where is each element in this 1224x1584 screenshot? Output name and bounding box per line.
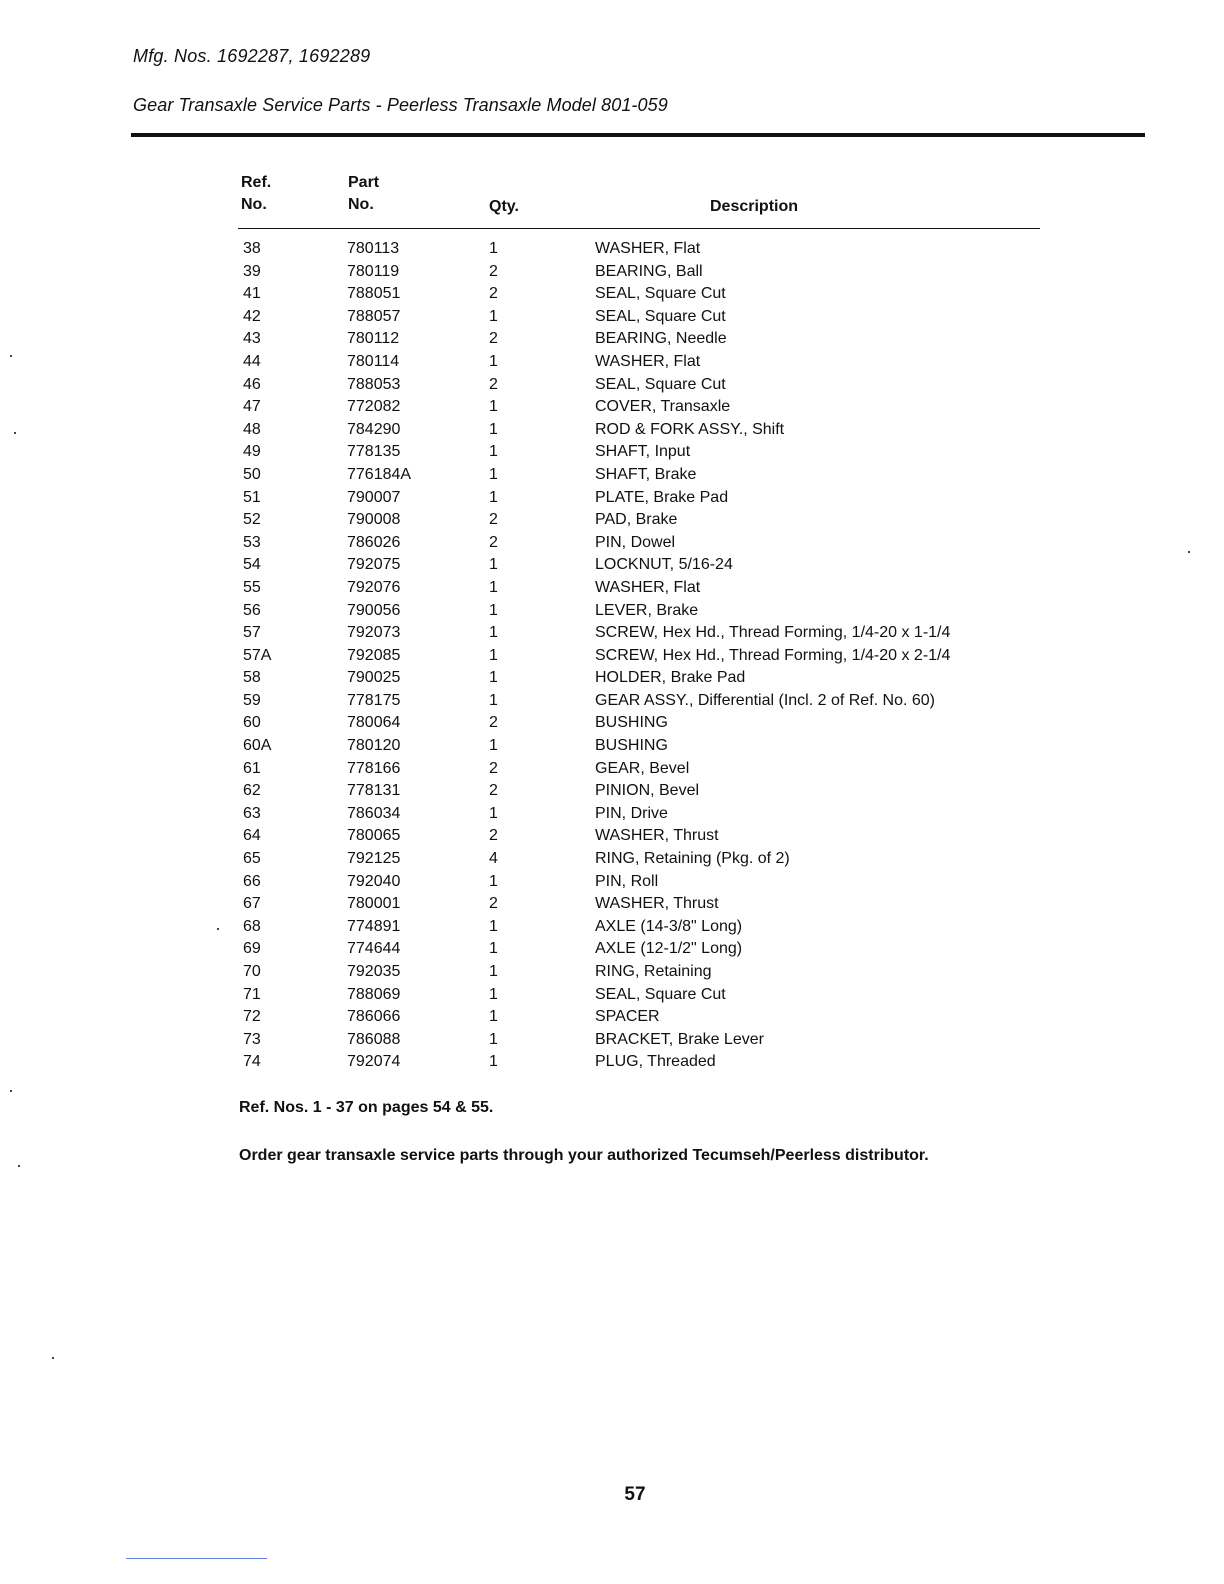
qty-cell: 1 [489, 465, 498, 483]
table-row [0, 532, 1224, 555]
qty-cell: 2 [489, 895, 498, 913]
description-cell: GEAR ASSY., Differential (Incl. 2 of Ref. No. 60) [595, 691, 936, 709]
qty-cell: 1 [489, 624, 498, 642]
table-row [0, 1029, 1224, 1052]
table-row [0, 645, 1224, 668]
part-no-cell: 790056 [347, 601, 401, 619]
ref-no-cell: 56 [243, 601, 261, 619]
part-no-cell: 790007 [347, 488, 401, 506]
part-no-cell: 788051 [347, 285, 401, 303]
part-no-cell: 778135 [347, 443, 401, 461]
ref-no-cell: 47 [243, 398, 261, 416]
part-no-cell: 788057 [347, 307, 401, 325]
part-no-cell: 792035 [347, 963, 401, 980]
table-header-rule [238, 228, 1040, 229]
description-cell: SPACER [595, 1008, 660, 1026]
part-no-cell: 790025 [347, 669, 401, 687]
part-no-cell: 778166 [347, 759, 401, 777]
ref-no-cell: 63 [243, 804, 261, 822]
scan-speck [10, 355, 12, 357]
description-cell: PINION, Bevel [595, 782, 700, 800]
description-cell: WASHER, Flat [595, 578, 701, 596]
qty-cell: 4 [489, 850, 498, 868]
description-cell: PLUG, Threaded [595, 1053, 716, 1071]
description-cell: ROD & FORK ASSY., Shift [595, 420, 785, 438]
ref-no-cell: 62 [243, 782, 261, 800]
table-row [0, 238, 1224, 261]
qty-cell: 1 [489, 691, 498, 709]
qty-cell: 2 [489, 782, 498, 800]
part-no-cell: 788069 [347, 985, 401, 1003]
ref-no-cell: 61 [243, 759, 261, 777]
table-row [0, 1006, 1224, 1029]
part-no-cell: 792040 [347, 872, 401, 890]
part-no-cell: 780114 [347, 352, 400, 370]
ref-no-cell: 49 [243, 443, 261, 461]
table-row [0, 261, 1224, 284]
description-cell: PIN, Roll [595, 872, 659, 890]
description-cell: PIN, Dowel [595, 533, 676, 551]
part-no-cell: 774891 [347, 917, 401, 935]
description-cell: BUSHING [595, 714, 668, 732]
scan-speck [1188, 551, 1190, 553]
ref-no-cell: 69 [243, 940, 261, 958]
qty-cell: 1 [489, 963, 498, 980]
part-no-cell: 780112 [347, 330, 400, 348]
table-row [0, 758, 1224, 781]
qty-cell: 2 [489, 511, 498, 529]
part-no-cell: 778175 [347, 691, 401, 709]
part-no-cell: 778131 [347, 782, 401, 800]
ref-no-cell: 68 [243, 917, 261, 935]
ref-no-cell: 60 [243, 714, 261, 732]
description-cell: WASHER, Flat [595, 240, 701, 257]
description-cell: SEAL, Square Cut [595, 375, 726, 393]
part-no-cell: 780001 [347, 895, 401, 913]
description-cell: SCREW, Hex Hd., Thread Forming, 1/4-20 x 2-1/4 [595, 646, 951, 664]
table-row [0, 712, 1224, 735]
scan-speck [10, 1090, 12, 1092]
table-row [0, 328, 1224, 351]
ref-no-cell: 46 [243, 375, 261, 393]
qty-cell: 1 [489, 443, 498, 461]
ref-no-cell: 70 [243, 963, 261, 980]
table-row [0, 735, 1224, 758]
qty-cell: 1 [489, 488, 498, 506]
ref-no-cell: 57A [243, 646, 272, 664]
qty-cell: 1 [489, 578, 498, 596]
part-no-cell: 776184A [347, 465, 412, 483]
description-cell: LOCKNUT, 5/16-24 [595, 556, 733, 574]
header-rule [131, 133, 1145, 137]
ref-no-cell: 66 [243, 872, 261, 890]
ref-no-cell: 50 [243, 465, 261, 483]
column-header-ref-line1: Ref. [241, 174, 272, 191]
table-row [0, 984, 1224, 1007]
ref-nos-note: Ref. Nos. 1 - 37 on pages 54 & 55. [239, 1099, 494, 1116]
table-row [0, 1051, 1224, 1074]
table-row [0, 780, 1224, 803]
part-no-cell: 792085 [347, 646, 401, 664]
part-no-cell: 786026 [347, 533, 401, 551]
table-row [0, 600, 1224, 623]
ref-no-cell: 38 [243, 240, 261, 257]
ref-no-cell: 44 [243, 352, 261, 370]
description-cell: WASHER, Flat [595, 352, 701, 370]
table-row [0, 509, 1224, 532]
description-cell: SEAL, Square Cut [595, 285, 726, 303]
qty-cell: 1 [489, 307, 498, 325]
scan-speck [52, 1357, 54, 1359]
qty-cell: 1 [489, 352, 498, 370]
ref-no-cell: 73 [243, 1030, 261, 1048]
ref-no-cell: 39 [243, 262, 261, 280]
qty-cell: 1 [489, 1030, 498, 1048]
table-row [0, 848, 1224, 871]
part-no-cell: 786034 [347, 804, 401, 822]
table-row [0, 961, 1224, 984]
part-no-cell: 780113 [347, 240, 400, 257]
qty-cell: 1 [489, 646, 498, 664]
description-cell: RING, Retaining [595, 963, 712, 980]
ref-no-cell: 72 [243, 1008, 261, 1026]
table-row [0, 825, 1224, 848]
qty-cell: 1 [489, 420, 498, 438]
qty-cell: 2 [489, 827, 498, 845]
description-cell: AXLE (12-1/2" Long) [595, 940, 743, 958]
part-no-cell: 792074 [347, 1053, 401, 1071]
description-cell: BEARING, Ball [595, 262, 703, 280]
description-cell: SHAFT, Input [595, 443, 691, 461]
part-no-cell: 786088 [347, 1030, 401, 1048]
qty-cell: 1 [489, 737, 498, 755]
column-header-part [348, 172, 379, 216]
qty-cell: 2 [489, 533, 498, 551]
qty-cell: 1 [489, 917, 498, 935]
table-row [0, 441, 1224, 464]
ref-no-cell: 41 [243, 285, 261, 303]
description-cell: BUSHING [595, 737, 668, 755]
qty-cell: 1 [489, 669, 498, 687]
scan-artifact-line [126, 1558, 267, 1559]
ref-no-cell: 42 [243, 307, 261, 325]
order-note: Order gear transaxle service parts through your authorized Tecumseh/Peerless distributor. [239, 1147, 929, 1164]
ref-no-cell: 64 [243, 827, 261, 845]
table-row [0, 554, 1224, 577]
qty-cell: 2 [489, 330, 498, 348]
ref-no-cell: 58 [243, 669, 261, 687]
table-row [0, 374, 1224, 397]
parts-table-body [0, 238, 1224, 1074]
ref-no-cell: 51 [243, 488, 261, 506]
ref-no-cell: 52 [243, 511, 261, 529]
description-cell: SEAL, Square Cut [595, 985, 726, 1003]
qty-cell: 1 [489, 985, 498, 1003]
ref-no-cell: 54 [243, 556, 261, 574]
description-cell: SCREW, Hex Hd., Thread Forming, 1/4-20 x 1-1/4 [595, 624, 951, 642]
ref-no-cell: 74 [243, 1053, 261, 1071]
scan-speck [18, 1165, 20, 1167]
qty-cell: 2 [489, 262, 498, 280]
part-no-cell: 792075 [347, 556, 401, 574]
qty-cell: 1 [489, 872, 498, 890]
qty-cell: 2 [489, 759, 498, 777]
description-cell: LEVER, Brake [595, 601, 699, 619]
description-cell: SEAL, Square Cut [595, 307, 726, 325]
qty-cell: 1 [489, 1008, 498, 1026]
qty-cell: 2 [489, 375, 498, 393]
description-cell: PIN, Drive [595, 804, 668, 822]
ref-no-cell: 57 [243, 624, 261, 642]
table-row [0, 622, 1224, 645]
table-row [0, 893, 1224, 916]
table-row [0, 306, 1224, 329]
description-cell: COVER, Transaxle [595, 398, 731, 416]
ref-no-cell: 67 [243, 895, 261, 913]
description-cell: RING, Retaining (Pkg. of 2) [595, 850, 790, 868]
qty-cell: 1 [489, 240, 498, 257]
table-row [0, 916, 1224, 939]
qty-cell: 1 [489, 601, 498, 619]
mfg-numbers: Mfg. Nos. 1692287, 1692289 [133, 46, 371, 66]
column-header-part-line1: Part [348, 174, 380, 191]
column-header-description: Description [710, 198, 799, 215]
table-row [0, 690, 1224, 713]
table-row [0, 938, 1224, 961]
page-number: 57 [624, 1484, 646, 1505]
description-cell: HOLDER, Brake Pad [595, 669, 746, 687]
qty-cell: 1 [489, 1053, 498, 1071]
ref-no-cell: 65 [243, 850, 261, 868]
description-cell: SHAFT, Brake [595, 465, 697, 483]
qty-cell: 1 [489, 804, 498, 822]
column-header-qty: Qty. [489, 198, 519, 215]
column-header-ref [241, 172, 271, 216]
description-cell: WASHER, Thrust [595, 827, 719, 845]
part-no-cell: 780064 [347, 714, 401, 732]
ref-no-cell: 43 [243, 330, 261, 348]
part-no-cell: 792073 [347, 624, 401, 642]
part-no-cell: 780119 [347, 262, 400, 280]
part-no-cell: 788053 [347, 375, 401, 393]
column-header-ref-line2: No. [241, 196, 267, 213]
table-row [0, 283, 1224, 306]
description-cell: PLATE, Brake Pad [595, 488, 729, 506]
part-no-cell: 784290 [347, 420, 401, 438]
description-cell: AXLE (14-3/8" Long) [595, 917, 743, 935]
qty-cell: 1 [489, 940, 498, 958]
table-row [0, 803, 1224, 826]
description-cell: BRACKET, Brake Lever [595, 1030, 764, 1048]
scan-speck [217, 928, 219, 930]
table-row [0, 464, 1224, 487]
ref-no-cell: 59 [243, 691, 261, 709]
table-row [0, 351, 1224, 374]
column-header-part-line2: No. [348, 196, 374, 213]
ref-no-cell: 55 [243, 578, 261, 596]
part-no-cell: 792125 [347, 850, 401, 868]
table-row [0, 667, 1224, 690]
description-cell: PAD, Brake [595, 511, 678, 529]
ref-no-cell: 48 [243, 420, 261, 438]
part-no-cell: 786066 [347, 1008, 401, 1026]
part-no-cell: 774644 [347, 940, 401, 958]
qty-cell: 2 [489, 714, 498, 732]
part-no-cell: 790008 [347, 511, 401, 529]
ref-no-cell: 71 [243, 985, 261, 1003]
qty-cell: 1 [489, 398, 498, 416]
table-row [0, 577, 1224, 600]
qty-cell: 1 [489, 556, 498, 574]
part-no-cell: 792076 [347, 578, 401, 596]
part-no-cell: 772082 [347, 398, 401, 416]
description-cell: WASHER, Thrust [595, 895, 719, 913]
description-cell: BEARING, Needle [595, 330, 727, 348]
description-cell: GEAR, Bevel [595, 759, 690, 777]
part-no-cell: 780065 [347, 827, 401, 845]
part-no-cell: 780120 [347, 737, 401, 755]
table-row [0, 487, 1224, 510]
ref-no-cell: 53 [243, 533, 261, 551]
ref-no-cell: 60A [243, 737, 272, 755]
qty-cell: 2 [489, 285, 498, 303]
table-row [0, 396, 1224, 419]
table-row [0, 419, 1224, 442]
scan-speck [14, 432, 16, 434]
section-title: Gear Transaxle Service Parts - Peerless Transaxle Model 801-059 [133, 95, 668, 115]
table-row [0, 871, 1224, 894]
